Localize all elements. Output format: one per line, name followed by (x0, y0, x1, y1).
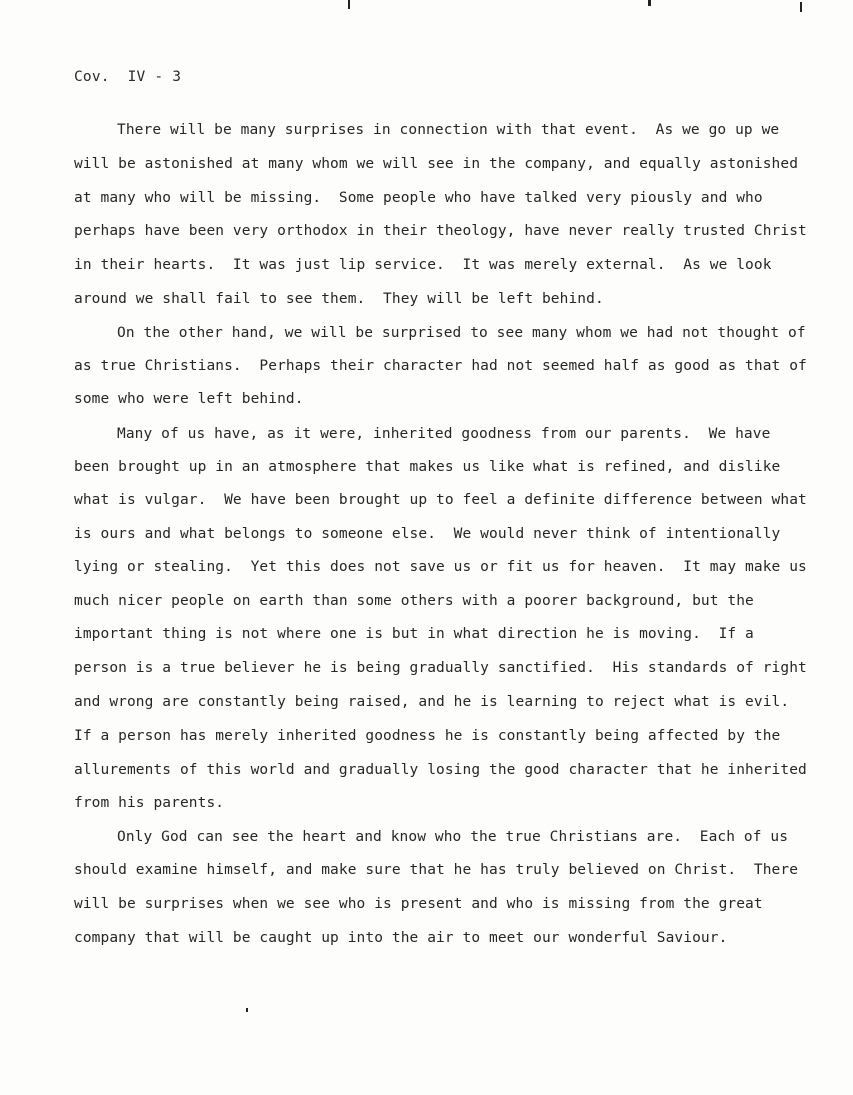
text-line: There will be many surprises in connection with that event. As we go up we (117, 122, 780, 138)
text-line: perhaps have been very orthodox in their theology, have never really trusted Christ (74, 223, 807, 239)
text-line: person is a true believer he is being gradually sanctified. His standards of right (74, 660, 807, 676)
scan-mark (246, 1008, 248, 1012)
text-line: from his parents. (74, 795, 225, 811)
text-line: Only God can see the heart and know who the true Christians are. Each of us (117, 829, 789, 845)
text-line: should examine himself, and make sure that he has truly believed on Christ. There (74, 862, 799, 878)
text-line: lying or stealing. Yet this does not save us or fit us for heaven. It may make us (74, 559, 807, 575)
text-line: around we shall fail to see them. They will be left behind. (74, 291, 604, 307)
text-line: On the other hand, we will be surprised to see many whom we had not thought of (117, 325, 806, 341)
text-line: what is vulgar. We have been brought up to feel a definite difference between what (74, 492, 807, 508)
text-line: much nicer people on earth than some others with a poorer background, but the (74, 593, 754, 609)
text-line: company that will be caught up into the air to meet our wonderful Saviour. (74, 930, 728, 946)
text-line: as true Christians. Perhaps their character had not seemed half as good as that of (74, 358, 807, 374)
scan-mark (348, 0, 350, 9)
scan-mark (648, 0, 651, 6)
text-line: and wrong are constantly being raised, and he is learning to reject what is evil. (74, 694, 790, 710)
text-line: been brought up in an atmosphere that makes us like what is refined, and dislike (74, 459, 781, 475)
text-line: some who were left behind. (74, 391, 304, 407)
text-line: Many of us have, as it were, inherited goodness from our parents. We have (117, 426, 771, 442)
text-line: important thing is not where one is but in what direction he is moving. If a (74, 626, 754, 642)
page-label: Cov. IV - 3 (74, 69, 182, 85)
text-line: at many who will be missing. Some people who have talked very piously and who (74, 190, 763, 206)
text-line: is ours and what belongs to someone else. We would never think of intentionally (74, 526, 781, 542)
text-line: in their hearts. It was just lip service. It was merely external. As we look (74, 257, 772, 273)
text-line: will be surprises when we see who is present and who is missing from the great (74, 896, 763, 912)
text-line: allurements of this world and gradually losing the good character that he inherited (74, 762, 807, 778)
text-line: If a person has merely inherited goodness he is constantly being affected by the (74, 728, 781, 744)
scan-mark (800, 2, 802, 12)
text-line: will be astonished at many whom we will see in the company, and equally astonished (74, 156, 799, 172)
